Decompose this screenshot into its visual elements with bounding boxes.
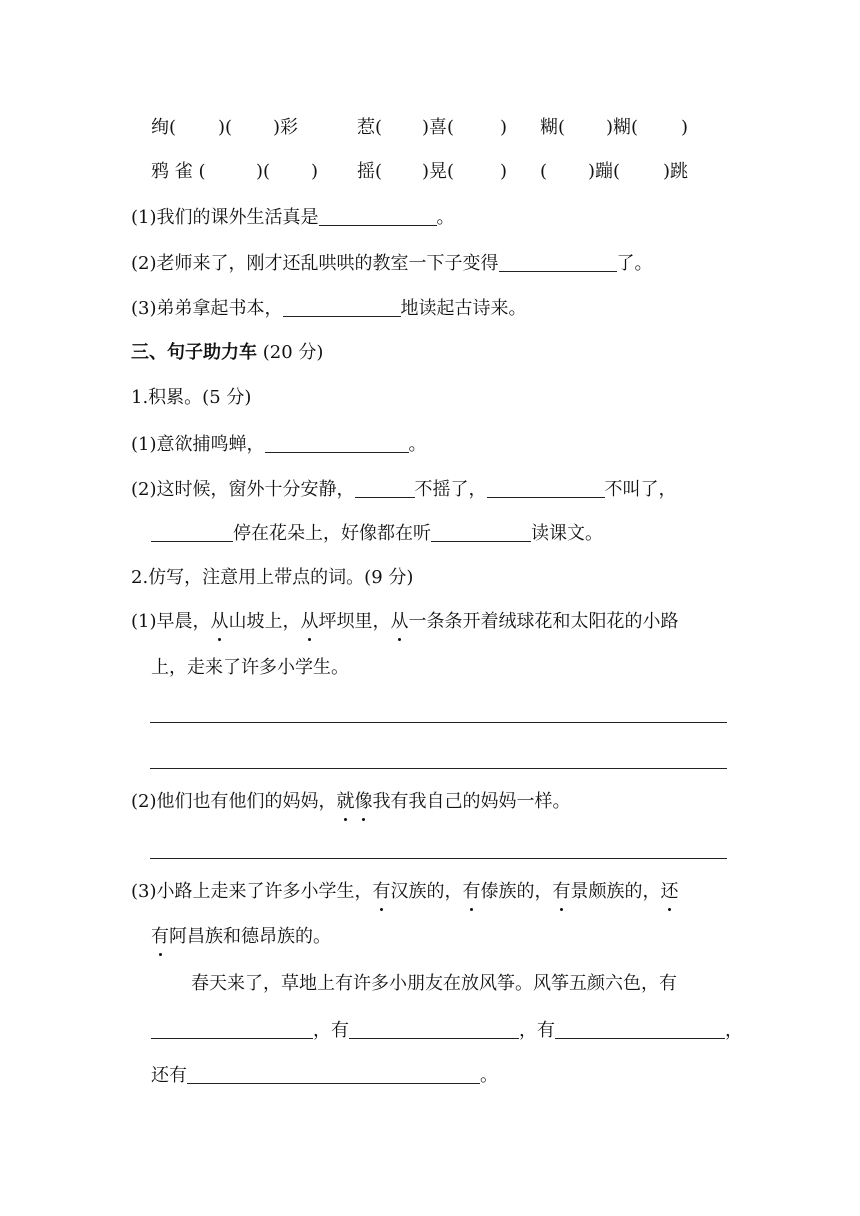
dotted-word: 就 — [336, 791, 355, 812]
answer-line[interactable] — [150, 858, 727, 859]
fill-sentence-2 — [131, 251, 653, 276]
dotted-word: 还 — [660, 881, 679, 902]
paragraph-text: ，有 — [519, 1020, 555, 1041]
q1-item-2 — [131, 477, 677, 502]
pair-text: 鸦 雀 ( — [151, 161, 206, 182]
prompt-text: (3)小路上走来了许多小学生， — [131, 881, 373, 902]
answer-blank[interactable] — [151, 1018, 313, 1039]
prompt-text: 我有我自己的妈妈一样。 — [372, 791, 571, 812]
q2-prompt-1-cont: 上，走来了许多小学生。 — [151, 657, 349, 678]
pair-text: ) — [311, 161, 319, 182]
pair-text: ) — [500, 117, 508, 138]
item-text: 不摇了， — [414, 479, 487, 500]
fill-sentence-3 — [131, 296, 527, 321]
dotted-word: 有 — [151, 926, 169, 947]
answer-blank[interactable] — [283, 296, 401, 317]
paragraph-text: ，有 — [313, 1020, 349, 1041]
answer-blank[interactable] — [349, 1018, 519, 1039]
pair-text: )糊( — [606, 117, 639, 138]
sentence-text: (3)弟弟拿起书本， — [131, 298, 283, 319]
pair-text: 惹( — [357, 117, 383, 138]
q2-paragraph-blanks — [151, 1018, 743, 1043]
prompt-text: 阿昌族和德昂族的。 — [169, 926, 331, 947]
question-1-title: 1.积累。(5 分) — [131, 387, 252, 408]
item-text: 读课文。 — [531, 523, 603, 544]
dotted-word: 有 — [552, 881, 571, 902]
answer-blank[interactable] — [265, 432, 409, 453]
section-title: 三、句子助力车 — [131, 342, 257, 363]
prompt-text: 汉族的， — [390, 881, 463, 902]
item-text: 停在花朵上，好像都在听 — [233, 523, 431, 544]
dotted-word: 从 — [300, 611, 319, 632]
q2-paragraph-end — [151, 1063, 498, 1088]
prompt-text: 一条条开着绒球花和太阳花的小路 — [408, 611, 679, 632]
dotted-word: 有 — [462, 881, 481, 902]
pair-text: ) — [500, 161, 508, 182]
pair-text: ( — [540, 161, 548, 182]
question-2-title: 2.仿写，注意用上带点的词。(9 分) — [131, 567, 414, 588]
answer-blank[interactable] — [431, 521, 531, 542]
prompt-text: 坪坝里， — [318, 611, 391, 632]
prompt-text: (1)早晨， — [131, 611, 211, 632]
pair-text: )( — [218, 117, 233, 138]
item-text: 。 — [408, 434, 427, 455]
answer-line[interactable] — [150, 768, 727, 769]
q2-prompt-3-cont — [151, 925, 331, 949]
answer-blank[interactable] — [487, 477, 605, 498]
q2-prompt-2 — [131, 790, 571, 814]
prompt-text: 景颇族的， — [570, 881, 661, 902]
answer-blank[interactable] — [355, 477, 415, 498]
dotted-word: 像 — [354, 791, 373, 812]
prompt-text: 傣族的， — [480, 881, 553, 902]
paragraph-text: 还有 — [151, 1065, 187, 1086]
q2-prompt-1 — [131, 610, 679, 634]
sentence-text: 。 — [436, 207, 455, 228]
sentence-text: (2)老师来了，刚才还乱哄哄的教室一下子变得 — [131, 253, 499, 274]
answer-blank[interactable] — [499, 251, 617, 272]
dotted-word: 从 — [390, 611, 409, 632]
prompt-text: 山坡上， — [228, 611, 301, 632]
pair-text: 绚( — [151, 117, 177, 138]
item-text: (1)意欲捕鸣蝉， — [131, 434, 265, 455]
section-score: (20 分) — [262, 342, 324, 363]
answer-blank[interactable] — [319, 205, 437, 226]
sentence-text: 地读起古诗来。 — [400, 298, 527, 319]
pair-text: )蹦( — [588, 161, 621, 182]
pair-text: )彩 — [273, 117, 299, 138]
answer-blank[interactable] — [555, 1018, 725, 1039]
answer-blank[interactable] — [151, 521, 233, 542]
q2-paragraph: 春天来了，草地上有许多小朋友在放风筝。风筝五颜六色，有 — [191, 973, 677, 994]
pair-text: )晃( — [422, 161, 455, 182]
sentence-text: (1)我们的课外生活真是 — [131, 207, 319, 228]
prompt-text: (2)他们也有他们的妈妈， — [131, 791, 337, 812]
answer-blank[interactable] — [187, 1063, 480, 1084]
q1-item-1 — [131, 432, 427, 457]
sentence-text: 了。 — [616, 253, 653, 274]
answer-line[interactable] — [150, 722, 727, 723]
pair-text: 摇( — [357, 161, 383, 182]
pair-text: )喜( — [422, 117, 455, 138]
pair-text: )跳 — [663, 161, 689, 182]
paragraph-text: 。 — [480, 1065, 498, 1086]
paragraph-text: ， — [725, 1020, 743, 1041]
q2-prompt-3 — [131, 880, 679, 904]
pair-text: )( — [256, 161, 271, 182]
section-heading — [131, 341, 323, 365]
pair-text: ) — [681, 117, 689, 138]
item-text: (2)这时候，窗外十分安静， — [131, 479, 355, 500]
dotted-word: 有 — [372, 881, 391, 902]
item-text: 不叫了， — [604, 479, 677, 500]
dotted-word: 从 — [210, 611, 229, 632]
pair-text: 糊( — [540, 117, 566, 138]
q1-item-2-cont — [151, 521, 603, 546]
fill-sentence-1 — [131, 205, 455, 230]
